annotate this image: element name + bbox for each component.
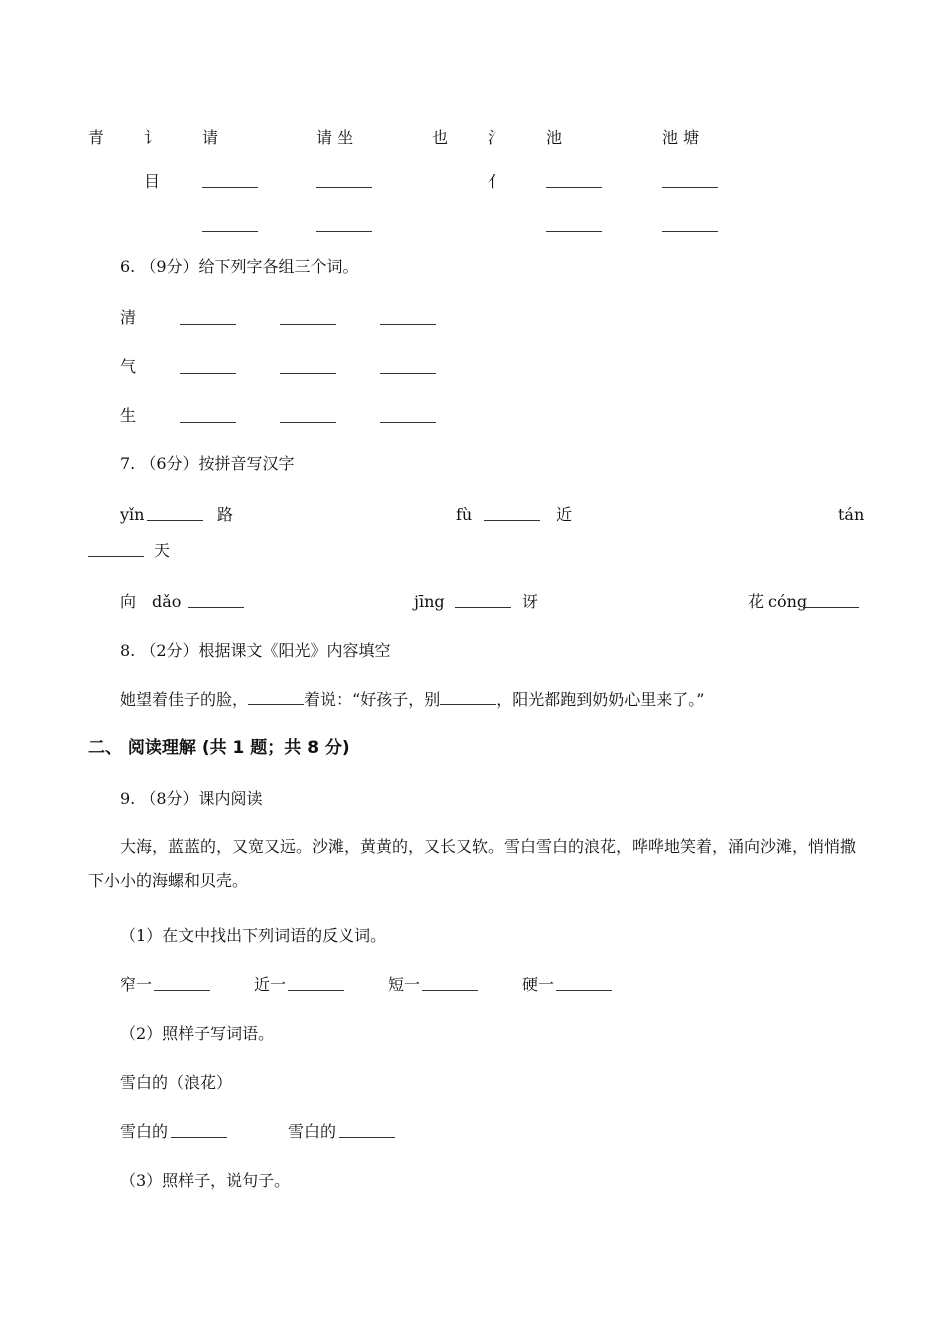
q8-text: 着说：“好孩子，别	[304, 690, 441, 709]
q6-char: 生	[120, 406, 137, 425]
q7-char: 天	[154, 541, 171, 560]
q9-example: 雪白的（浪花）	[120, 1073, 233, 1092]
q6-char: 气	[120, 357, 137, 376]
q7-pinyin: jīng	[414, 592, 445, 611]
q6-blank[interactable]	[280, 324, 336, 325]
q9-fill-label: 雪白的	[120, 1122, 169, 1141]
q7-blank[interactable]	[88, 556, 144, 557]
q9-blank[interactable]	[339, 1137, 395, 1138]
q7-blank[interactable]	[484, 520, 540, 521]
q6-blank[interactable]	[380, 324, 436, 325]
q7-char: 向	[120, 592, 137, 611]
q9-fill-label: 雪白的	[288, 1122, 337, 1141]
q7-char: 路	[217, 505, 234, 524]
q5-char-qing: 青	[88, 128, 105, 147]
q9-antonym: 窄一	[120, 975, 153, 994]
q5-blank[interactable]	[662, 231, 718, 232]
q8-text: ，阳光都跑到奶奶心里来了。”	[496, 690, 705, 709]
q7-blank[interactable]	[455, 607, 511, 608]
q7-pinyin: cóng	[768, 592, 808, 611]
q5-word-chitang: 池 塘	[662, 128, 700, 147]
q9-sub3: （3）照样子，说句子。	[120, 1171, 291, 1190]
q7-pinyin: dǎo	[152, 592, 182, 611]
q9-antonym: 近一	[254, 975, 287, 994]
q8-sentence	[120, 690, 704, 710]
q7-blank[interactable]	[803, 607, 859, 608]
q5-char-chi: 池	[546, 128, 563, 147]
q9-sub2: （2）照样子写词语。	[120, 1024, 275, 1043]
q6-char: 清	[120, 308, 137, 327]
q8-title: 8. （2分）根据课文《阳光》内容填空	[120, 641, 391, 660]
q6-blank[interactable]	[180, 422, 236, 423]
q7-title: 7. （6分）按拼音写汉字	[120, 454, 295, 473]
q7-pinyin: yǐn	[120, 505, 145, 524]
q5-char-qing2: 请	[202, 128, 219, 147]
q9-title: 9. （8分）课内阅读	[120, 789, 263, 808]
q6-blank[interactable]	[280, 422, 336, 423]
q6-title: 6. （9分）给下列字各组三个词。	[120, 257, 359, 276]
q7-blank[interactable]	[147, 520, 203, 521]
q5-blank[interactable]	[546, 187, 602, 188]
q7-pinyin: tán	[838, 505, 865, 524]
q7-char: 近	[556, 505, 573, 524]
section-title: 二、 阅读理解 (共 1 题；共 8 分)	[88, 738, 350, 758]
q5-blank[interactable]	[316, 231, 372, 232]
q7-char: 花	[748, 592, 765, 611]
q6-blank[interactable]	[380, 373, 436, 374]
q5-radical-shui: 氵	[488, 128, 505, 147]
q8-blank[interactable]	[440, 690, 496, 705]
q9-antonym: 硬一	[522, 975, 555, 994]
q7-pinyin: fù	[456, 505, 473, 524]
q5-blank[interactable]	[546, 231, 602, 232]
q9-passage: 大海，蓝蓝的，又宽又远。沙滩，黄黄的，又长又软。雪白雪白的浪花，哗哗地笑着，涌向沙滩，悄悄撒下小小的海螺和贝壳。	[88, 837, 857, 890]
q6-blank[interactable]	[180, 373, 236, 374]
q8-text: 她望着佳子的脸，	[120, 690, 249, 709]
q5-radical-mu: 目	[144, 172, 161, 191]
q9-blank[interactable]	[171, 1137, 227, 1138]
q9-blank[interactable]	[556, 990, 612, 991]
q5-blank[interactable]	[316, 187, 372, 188]
q5-char-ye: 也	[432, 128, 449, 147]
q9-blank[interactable]	[288, 990, 344, 991]
q5-word-qingzuo: 请 坐	[316, 128, 354, 147]
q5-blank[interactable]	[202, 231, 258, 232]
q7-blank[interactable]	[188, 607, 244, 608]
q9-blank[interactable]	[422, 990, 478, 991]
q6-blank[interactable]	[280, 373, 336, 374]
q5-blank[interactable]	[202, 187, 258, 188]
q5-radical-yan: 讠	[144, 128, 161, 147]
q5-blank[interactable]	[662, 187, 718, 188]
q9-sub1: （1）在文中找出下列词语的反义词。	[120, 926, 387, 945]
q9-blank[interactable]	[154, 990, 210, 991]
q6-blank[interactable]	[180, 324, 236, 325]
q9-antonym: 短一	[388, 975, 421, 994]
q7-char: 讶	[522, 592, 539, 611]
q5-radical-ren: 亻	[488, 172, 505, 191]
q8-blank[interactable]	[248, 690, 304, 705]
q6-blank[interactable]	[380, 422, 436, 423]
